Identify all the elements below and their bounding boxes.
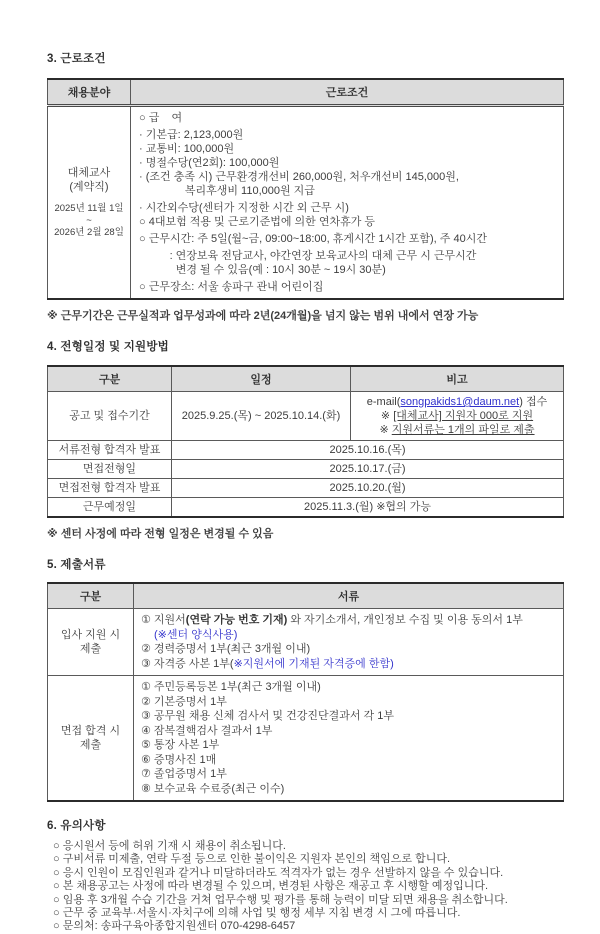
work-conditions-body-row bbox=[48, 106, 564, 300]
doc-item: ⑤ 통장 사본 1부 bbox=[141, 739, 220, 751]
notice-list bbox=[47, 840, 563, 934]
doc-item: ⑦ 졸업증명서 1부 bbox=[141, 768, 227, 780]
contract-period-tilde: ~ bbox=[86, 215, 92, 226]
row-label: 면접전형일 bbox=[48, 460, 172, 479]
position-type: (계약직) bbox=[69, 181, 109, 193]
schedule-table bbox=[47, 365, 564, 518]
section4-heading: 4. 전형일정 및 지원방법 bbox=[47, 341, 169, 353]
header-recruit-field: 채용분야 bbox=[48, 79, 131, 106]
notice-item: ○ 문의처: 송파구육아종합지원센터 070-4298-6457 bbox=[53, 920, 296, 933]
interview-docs-row bbox=[48, 676, 564, 802]
condition-line: ○ 4대보험 적용 및 근로기준법에 의한 연차휴가 등 bbox=[139, 216, 376, 228]
schedule-row bbox=[48, 498, 564, 518]
row-value: 2025.11.3.(월) ※협의 가능 bbox=[172, 498, 564, 518]
apply-period-row bbox=[48, 392, 564, 441]
row-label: 근무예정일 bbox=[48, 498, 172, 518]
header-work-conditions: 근로조건 bbox=[131, 79, 564, 106]
contract-period bbox=[52, 203, 126, 239]
apply-remark-cell bbox=[351, 392, 564, 441]
header-documents: 서류 bbox=[134, 583, 564, 609]
condition-line: ○ 급 여 bbox=[139, 112, 183, 124]
email-prefix: e-mail( bbox=[366, 396, 401, 408]
condition-line: ○ 근무시간: 주 5일(월~금, 09:00~18:00, 휴게시간 1시간 포함), 주 40시간 bbox=[139, 233, 487, 245]
header-category: 구분 bbox=[48, 583, 134, 609]
schedule-row bbox=[48, 460, 564, 479]
schedule-row bbox=[48, 479, 564, 498]
application-docs-cell bbox=[134, 609, 564, 676]
remark-note-2: ※ 지원서류는 1개의 파일로 제출 bbox=[379, 424, 535, 436]
condition-line: · (조건 충족 시) 근무환경개선비 260,000원, 처우개선비 145,000원, bbox=[139, 171, 459, 183]
application-docs-label: 입사 지원 시 제출 bbox=[48, 609, 134, 676]
doc-item: ③ 공무원 채용 신체 검사서 및 건강진단결과서 각 1부 bbox=[141, 710, 394, 722]
position-cell bbox=[48, 106, 131, 300]
notice-item: ○ 임용 후 3개월 수습 기간을 거쳐 업무수행 및 평가를 통해 능력이 미달 되면 채용을 취소합니다. bbox=[53, 893, 508, 906]
section6-heading: 6. 유의사항 bbox=[47, 820, 106, 832]
interview-docs-cell bbox=[134, 676, 564, 802]
header-category: 구분 bbox=[48, 366, 172, 392]
work-conditions-table bbox=[47, 78, 564, 300]
doc-item: ② 경력증명서 1부(최근 3개월 이내) bbox=[141, 643, 311, 655]
condition-line: 변경 될 수 있음(예 : 10시 30분 ~ 19시 30분) bbox=[139, 264, 386, 276]
asterisk-marker: ※ bbox=[380, 410, 394, 422]
row-value: 2025.10.17.(금) bbox=[172, 460, 564, 479]
asterisk-marker: ※ bbox=[379, 424, 392, 436]
condition-line: : 연장보육 전담교사, 야간연장 보육교사의 대체 근무 시 근무시간 bbox=[139, 250, 477, 262]
contract-period-start: 2025년 11월 1일 bbox=[54, 203, 124, 214]
header-schedule: 일정 bbox=[172, 366, 351, 392]
notice-item: ○ 응시원서 등에 허위 기재 시 채용이 취소됩니다. bbox=[53, 840, 286, 852]
documents-table bbox=[47, 582, 564, 802]
apply-period-label: 공고 및 접수기간 bbox=[48, 392, 172, 441]
header-remark: 비고 bbox=[351, 366, 564, 392]
condition-line: 복리후생비 110,000원 지급 bbox=[139, 185, 315, 197]
doc-item-sub: (※센터 양식사용) bbox=[154, 628, 238, 641]
apply-period-dates: 2025.9.25.(목) ~ 2025.10.14.(화) bbox=[172, 392, 351, 441]
schedule-change-note: ※ 센터 사정에 따라 전형 일정은 변경될 수 있음 bbox=[47, 528, 274, 540]
notice-item: ○ 본 채용공고는 사정에 따라 변경될 수 있으며, 변경된 사항은 재공고 후 시행할 예정입니다. bbox=[53, 880, 489, 893]
doc-item: ④ 잠복결핵검사 결과서 1부 bbox=[141, 724, 273, 737]
notice-item: ○ 근무 중 교육부·서울시·자치구에 의해 사업 및 행정 세부 지침 변경 시 그에 따릅니다. bbox=[53, 907, 461, 920]
doc-item: ② 기본증명서 1부 bbox=[141, 695, 227, 708]
schedule-row bbox=[48, 441, 564, 460]
documents-header-row bbox=[48, 583, 564, 609]
condition-line: · 시간외수당(센터가 지정한 시간 외 근무 시) bbox=[139, 202, 349, 214]
row-value: 2025.10.16.(목) bbox=[172, 441, 564, 460]
row-label: 서류전형 합격자 발표 bbox=[48, 441, 172, 460]
doc-item: ⑥ 증명사진 1매 bbox=[141, 753, 217, 766]
contract-period-end: 2026년 2월 28일 bbox=[54, 227, 124, 238]
position-name: 대체교사 bbox=[67, 167, 111, 179]
schedule-header-row bbox=[48, 366, 564, 392]
section5-heading: 5. 제출서류 bbox=[47, 559, 106, 571]
condition-line: ○ 근무장소: 서울 송파구 관내 어린이집 bbox=[139, 281, 324, 293]
row-label: 면접전형 합격자 발표 bbox=[48, 479, 172, 498]
application-docs-row bbox=[48, 609, 564, 676]
row-value: 2025.10.20.(월) bbox=[172, 479, 564, 498]
section3-heading: 3. 근로조건 bbox=[47, 53, 106, 65]
email-link[interactable]: songpakids1@daum.net bbox=[400, 396, 520, 408]
work-conditions-header-row bbox=[48, 79, 564, 106]
doc-item: ① 지원서(연락 가능 번호 기재) 와 자기소개서, 개인정보 수집 및 이용 동의서 1부 bbox=[141, 614, 523, 626]
condition-line: · 교통비: 100,000원 bbox=[139, 143, 235, 155]
condition-line: · 명절수당(연2회): 100,000원 bbox=[139, 157, 280, 169]
conditions-cell bbox=[131, 106, 564, 300]
doc-item: ③ 자격증 사본 1부(※지원서에 기재된 자격증에 한함) bbox=[141, 657, 394, 670]
work-period-note: ※ 근무기간은 근무실적과 업무성과에 따라 2년(24개월)을 넘지 않는 범위 내에서 연장 가능 bbox=[47, 310, 479, 322]
doc-item: ① 주민등록등본 1부(최근 3개월 이내) bbox=[141, 681, 321, 693]
notice-item: ○ 구비서류 미제출, 연락 두절 등으로 인한 불이익은 지원자 본인의 책임으로 합니다. bbox=[53, 853, 451, 866]
condition-line: · 기본급: 2,123,000원 bbox=[139, 129, 244, 141]
email-suffix: ) 접수 bbox=[519, 396, 548, 408]
notice-item: ○ 응시 인원이 모집인원과 같거나 미달하더라도 적격자가 없는 경우 선발하지 않을 수 있습니다. bbox=[53, 866, 504, 879]
interview-docs-label: 면접 합격 시 제출 bbox=[48, 676, 134, 802]
remark-note-1: ※ [대체교사] 지원자 000로 지원 bbox=[380, 410, 534, 422]
email-line bbox=[353, 395, 561, 409]
doc-item: ⑧ 보수교육 수료증(최근 이수) bbox=[141, 782, 285, 795]
